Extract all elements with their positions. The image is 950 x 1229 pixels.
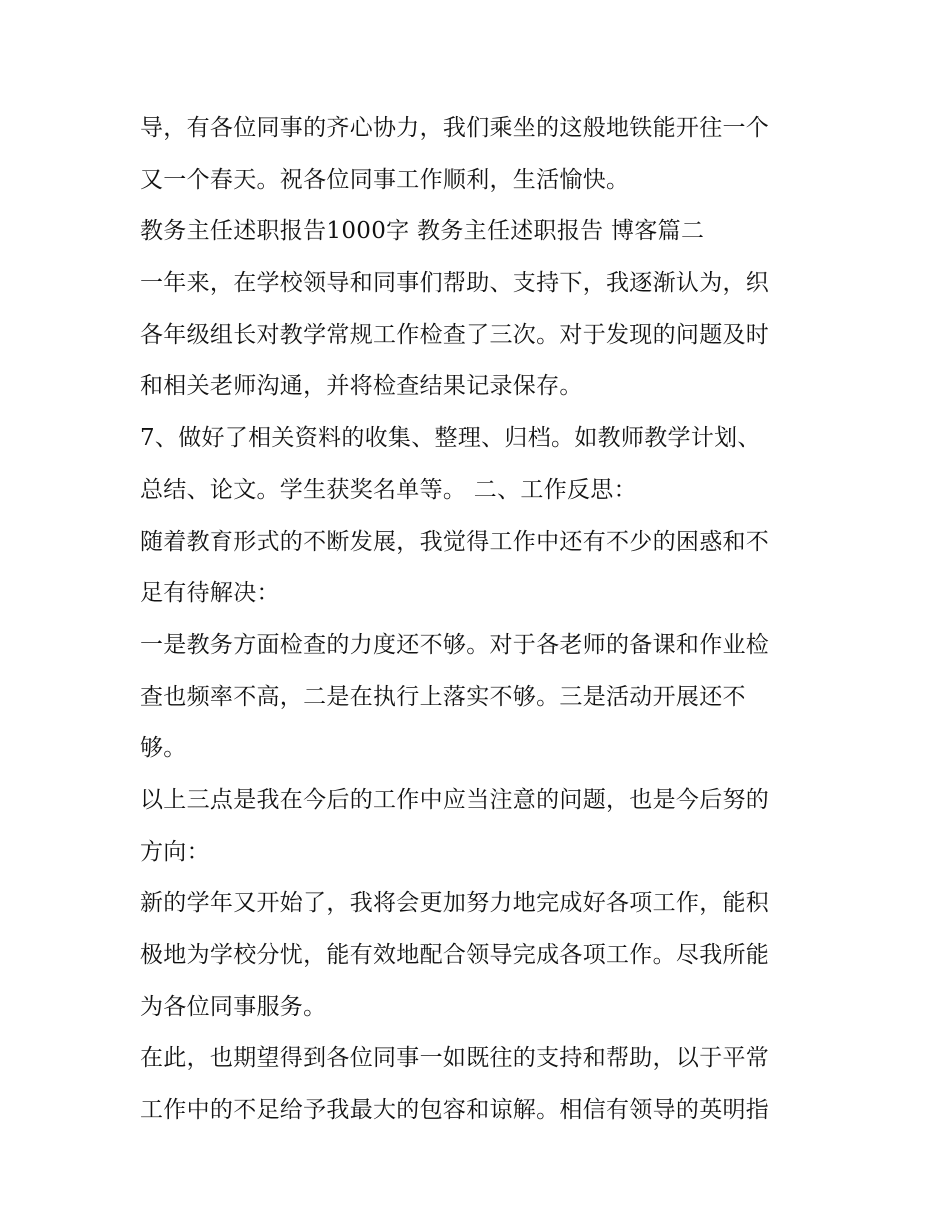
text-line: 为各位同事服务。 — [140, 993, 327, 1020]
text-line: 一是教务方面检查的力度还不够。对于各老师的备课和作业检 — [140, 631, 770, 658]
section-heading: 教务主任述职报告1000字 教务主任述职报告 博客篇二 — [140, 218, 705, 245]
text-line: 各年级组长对教学常规工作检查了三次。对于发现的问题及时 — [140, 321, 770, 348]
text-line: 新的学年又开始了，我将会更加努力地完成好各项工作，能积 — [140, 890, 770, 917]
text-line: 足有待解决： — [140, 580, 280, 607]
text-line: 随着教育形式的不断发展，我觉得工作中还有不少的困惑和不 — [140, 528, 770, 555]
document-body — [140, 103, 820, 1137]
text-line: 方向： — [140, 838, 210, 865]
text-line: 够。 — [140, 735, 187, 762]
text-line: 一年来，在学校领导和同事们帮助、支持下，我逐渐认为，织 — [140, 270, 770, 297]
text-line: 导，有各位同事的齐心协力，我们乘坐的这般地铁能开往一个 — [140, 115, 770, 141]
text-line: 和相关老师沟通，并将检查结果记录保存。 — [140, 373, 583, 400]
text-line: 7、做好了相关资料的收集、整理、归档。如教师教学计划、 — [140, 425, 761, 452]
text-line: 查也频率不高，二是在执行上落实不够。三是活动开展还不 — [140, 683, 746, 710]
text-line: 总结、论文。学生获奖名单等。 二、工作反思： — [140, 476, 637, 503]
text-line: 又一个春天。祝各位同事工作顺利，生活愉快。 — [140, 166, 630, 193]
text-line: 在此，也期望得到各位同事一如既往的支持和帮助，以于平常 — [140, 1045, 770, 1072]
text-line: 工作中的不足给予我最大的包容和谅解。相信有领导的英明指 — [140, 1097, 770, 1124]
text-line: 极地为学校分忧，能有效地配合领导完成各项工作。尽我所能 — [140, 942, 770, 968]
text-line: 以上三点是我在今后的工作中应当注意的问题，也是今后努的 — [140, 786, 770, 813]
